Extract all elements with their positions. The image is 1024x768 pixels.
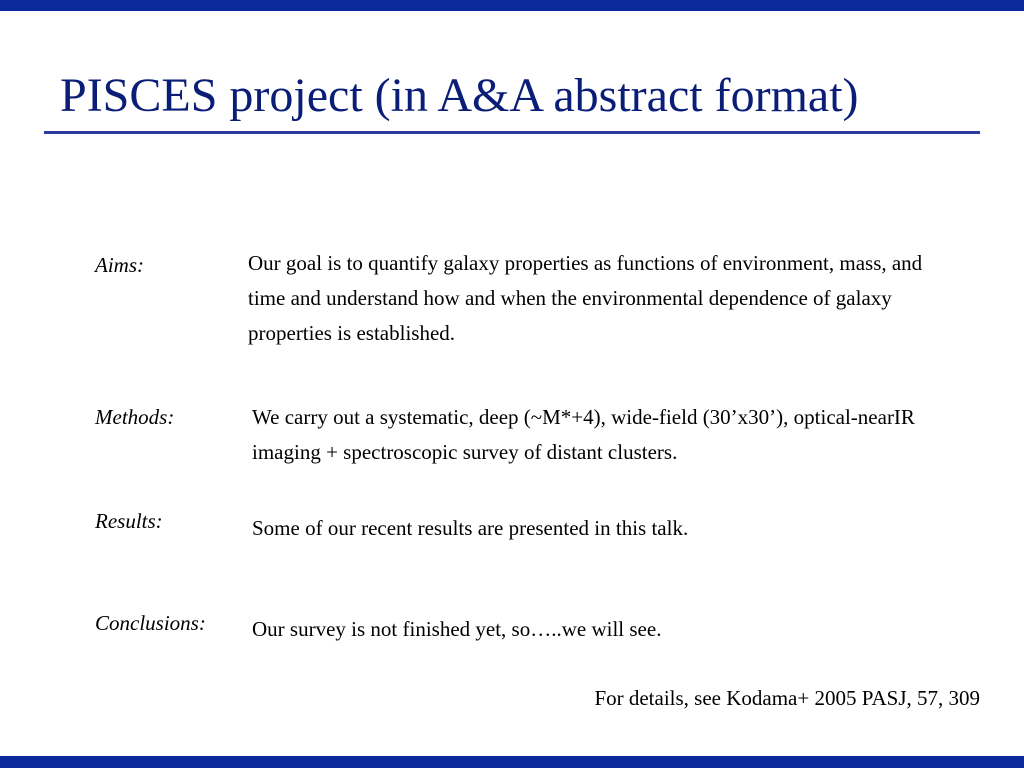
results-label: Results: [95, 509, 163, 533]
results-text: Some of our recent results are presented in this talk. [252, 516, 689, 540]
slide-title: PISCES project (in A&A abstract format) [60, 69, 859, 122]
aims-label: Aims: [95, 253, 144, 277]
reference-footnote: For details, see Kodama+ 2005 PASJ, 57, 309 [594, 686, 980, 710]
methods-label: Methods: [95, 405, 175, 429]
conclusions-text: Our survey is not finished yet, so…..we will see. [252, 617, 662, 641]
aims-text: Our goal is to quantify galaxy properties as functions of environment, mass, and time and understand how and when the environmental dependence of galaxy properties is established. [248, 251, 923, 345]
top-accent-bar [0, 0, 1024, 11]
title-underline [44, 131, 980, 134]
methods-text: We carry out a systematic, deep (~M*+4), wide-field (30’x30’), optical-nearIR imaging + spectroscopic survey of distant clusters. [252, 405, 915, 464]
conclusions-label: Conclusions: [95, 611, 206, 635]
bottom-accent-bar [0, 756, 1024, 768]
